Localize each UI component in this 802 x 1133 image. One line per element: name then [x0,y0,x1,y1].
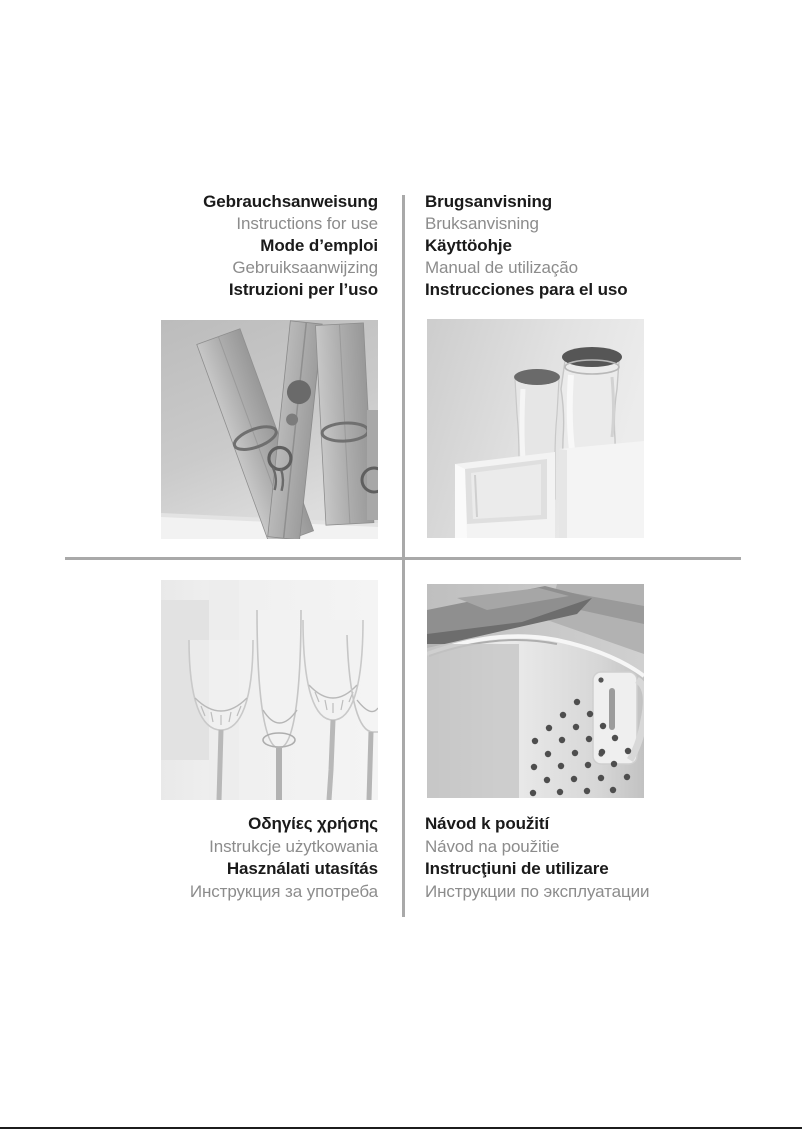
language-label-russian: Инструкции по эксплуатации [425,881,650,901]
language-label-hungarian: Használati utasítás [226,859,378,878]
wine-glasses-photo [161,580,378,800]
milk-bottles-photo [427,319,644,538]
language-label-portuguese: Manual de utilização [425,258,578,277]
language-block-bottom-left [40,813,378,903]
horizontal-divider [65,557,741,560]
language-label-slovak: Návod na použitie [425,836,560,856]
language-label-greek: Οδηγίες χρήσης [248,814,378,833]
language-block-top-right [425,191,765,301]
colander-photo [427,584,644,798]
language-label-english: Instructions for use [236,214,378,233]
vertical-divider [402,195,405,917]
language-label-spanish: Instrucciones para el uso [425,280,628,299]
language-label-french: Mode d’emploi [260,236,378,255]
language-block-bottom-right [425,813,775,903]
language-label-german: Gebrauchsanweisung [203,192,378,211]
page-bottom-rule [0,1127,802,1129]
language-label-czech: Návod k použití [425,814,550,833]
language-label-polish: Instrukcje użytkowania [209,836,378,856]
language-label-romanian: Instrucţiuni de utilizare [425,859,609,878]
language-label-finnish: Käyttöohje [425,236,512,255]
language-label-italian: Istruzioni per l’uso [228,280,378,299]
clothespins-photo [161,320,378,539]
language-label-bulgarian: Инструкция за употреба [189,881,378,901]
language-label-swedish: Bruksanvisning [425,214,539,233]
language-block-top-left [40,191,378,301]
language-label-danish: Brugsanvisning [425,192,553,211]
language-label-dutch: Gebruiksaanwijzing [232,258,378,277]
